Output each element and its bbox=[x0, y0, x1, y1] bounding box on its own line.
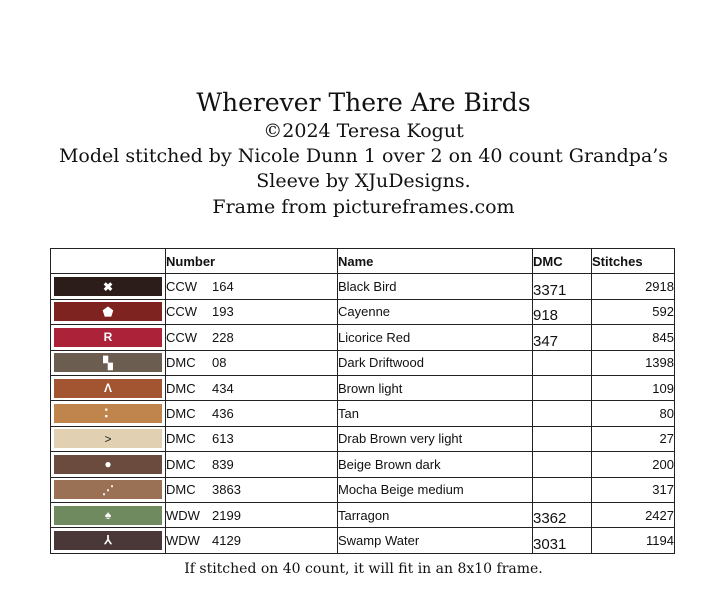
thread-code: 434 bbox=[212, 380, 234, 396]
tree-icon: ♠ bbox=[104, 508, 112, 523]
letter-r-icon: R bbox=[103, 330, 113, 345]
swatch-cell bbox=[51, 274, 166, 299]
dmc-equivalent bbox=[533, 401, 592, 426]
header-number: Number bbox=[166, 249, 338, 274]
header-stitches: Stitches bbox=[592, 249, 675, 274]
thread-brand: DMC bbox=[166, 431, 196, 447]
thread-number bbox=[166, 426, 338, 451]
swatch-cell bbox=[51, 325, 166, 350]
copyright-line: ©2024 Teresa Kogut bbox=[263, 120, 464, 142]
dmc-equivalent: 3371 bbox=[533, 274, 592, 299]
dmc-equivalent bbox=[533, 350, 592, 375]
color-swatch bbox=[54, 379, 162, 398]
thread-brand: DMC bbox=[166, 482, 196, 498]
stitch-count: 845 bbox=[592, 325, 675, 350]
swatch-cell bbox=[51, 375, 166, 400]
table-row bbox=[51, 274, 675, 299]
frame-line: Frame from pictureframes.com bbox=[212, 196, 515, 218]
color-swatch bbox=[54, 328, 162, 347]
thread-number bbox=[166, 528, 338, 553]
header-dmc: DMC bbox=[533, 249, 592, 274]
thread-name: Black Bird bbox=[338, 274, 533, 299]
swatch-cell bbox=[51, 477, 166, 502]
thread-code: 164 bbox=[212, 279, 234, 295]
thread-name: Licorice Red bbox=[338, 325, 533, 350]
thread-number bbox=[166, 401, 338, 426]
diagonal-dots-icon: ⋰ bbox=[102, 482, 114, 497]
color-swatch bbox=[54, 531, 162, 550]
table-row bbox=[51, 299, 675, 324]
swatch-cell bbox=[51, 299, 166, 324]
thread-number bbox=[166, 477, 338, 502]
thread-name: Dark Driftwood bbox=[338, 350, 533, 375]
color-swatch bbox=[54, 506, 162, 525]
checker-icon: ▚ bbox=[103, 355, 113, 370]
pentagon-icon: ⬟ bbox=[102, 304, 114, 319]
header-name: Name bbox=[338, 249, 533, 274]
thread-code: 08 bbox=[212, 355, 227, 371]
thread-key-table bbox=[50, 248, 675, 554]
thread-name: Cayenne bbox=[338, 299, 533, 324]
thread-name: Tan bbox=[338, 401, 533, 426]
dmc-equivalent bbox=[533, 477, 592, 502]
thread-brand: CCW bbox=[166, 304, 198, 320]
thread-name: Swamp Water bbox=[338, 528, 533, 553]
dmc-equivalent: 918 bbox=[533, 299, 592, 324]
thread-name: Mocha Beige medium bbox=[338, 477, 533, 502]
thread-code: 193 bbox=[212, 304, 234, 320]
table-header-row bbox=[51, 249, 675, 274]
color-swatch bbox=[54, 404, 162, 423]
thread-number bbox=[166, 350, 338, 375]
stitch-count: 109 bbox=[592, 375, 675, 400]
greater-than-icon: > bbox=[104, 431, 112, 446]
dmc-equivalent bbox=[533, 452, 592, 477]
thread-code: 4129 bbox=[212, 532, 241, 548]
thread-name: Tarragon bbox=[338, 502, 533, 527]
thread-name: Brown light bbox=[338, 375, 533, 400]
swatch-cell bbox=[51, 502, 166, 527]
table-row bbox=[51, 375, 675, 400]
dmc-equivalent: 3362 bbox=[533, 502, 592, 527]
color-swatch bbox=[54, 277, 162, 296]
table-row bbox=[51, 477, 675, 502]
swatch-cell bbox=[51, 452, 166, 477]
swatch-cell bbox=[51, 528, 166, 553]
thread-brand: CCW bbox=[166, 329, 198, 345]
table-row bbox=[51, 350, 675, 375]
stitch-count: 2427 bbox=[592, 502, 675, 527]
stitch-count: 317 bbox=[592, 477, 675, 502]
stitch-count: 1398 bbox=[592, 350, 675, 375]
dmc-equivalent: 3031 bbox=[533, 528, 592, 553]
caret-icon: Λ bbox=[103, 381, 112, 396]
table-row bbox=[51, 401, 675, 426]
stitch-count: 592 bbox=[592, 299, 675, 324]
pattern-header bbox=[0, 88, 727, 220]
stitch-count: 80 bbox=[592, 401, 675, 426]
blob-icon: ● bbox=[104, 457, 112, 472]
table-row bbox=[51, 325, 675, 350]
color-swatch bbox=[54, 429, 162, 448]
swatch-cell bbox=[51, 350, 166, 375]
stitch-count: 27 bbox=[592, 426, 675, 451]
thread-brand: DMC bbox=[166, 380, 196, 396]
thread-brand: DMC bbox=[166, 406, 196, 422]
thread-code: 613 bbox=[212, 431, 234, 447]
table-row bbox=[51, 426, 675, 451]
thread-name: Drab Brown very light bbox=[338, 426, 533, 451]
thread-number bbox=[166, 452, 338, 477]
model-line-2: Sleeve by XJuDesigns. bbox=[256, 170, 471, 192]
thread-brand: WDW bbox=[166, 507, 200, 523]
dmc-equivalent bbox=[533, 426, 592, 451]
stitch-count: 1194 bbox=[592, 528, 675, 553]
footer-note: If stitched on 40 count, it will fit in an 8x10 frame. bbox=[184, 561, 543, 577]
dmc-equivalent: 347 bbox=[533, 325, 592, 350]
pattern-title: Wherever There Are Birds bbox=[196, 88, 531, 117]
table-row bbox=[51, 528, 675, 553]
thread-brand: CCW bbox=[166, 279, 198, 295]
color-swatch bbox=[54, 353, 162, 372]
thread-code: 839 bbox=[212, 456, 234, 472]
thread-number bbox=[166, 274, 338, 299]
table-row bbox=[51, 452, 675, 477]
thread-number bbox=[166, 299, 338, 324]
model-line-1: Model stitched by Nicole Dunn 1 over 2 on 40 count Grandpa’s bbox=[58, 145, 669, 167]
color-swatch bbox=[54, 302, 162, 321]
thread-code: 228 bbox=[212, 329, 234, 345]
dmc-equivalent bbox=[533, 375, 592, 400]
thread-code: 3863 bbox=[212, 482, 241, 498]
thread-number bbox=[166, 502, 338, 527]
color-swatch bbox=[54, 455, 162, 474]
table-row bbox=[51, 502, 675, 527]
swatch-cell bbox=[51, 426, 166, 451]
thread-code: 2199 bbox=[212, 507, 241, 523]
thread-brand: DMC bbox=[166, 355, 196, 371]
thread-number bbox=[166, 325, 338, 350]
color-swatch bbox=[54, 480, 162, 499]
table-body bbox=[51, 274, 675, 553]
thread-brand: WDW bbox=[166, 532, 200, 548]
thread-name: Beige Brown dark bbox=[338, 452, 533, 477]
thread-number bbox=[166, 375, 338, 400]
thread-brand: DMC bbox=[166, 456, 196, 472]
dots-icon: ⠅ bbox=[103, 406, 113, 421]
swatch-cell bbox=[51, 401, 166, 426]
stitch-count: 2918 bbox=[592, 274, 675, 299]
header-swatch bbox=[51, 249, 166, 274]
tripod-icon: ⅄ bbox=[104, 533, 112, 548]
thread-code: 436 bbox=[212, 406, 234, 422]
x-icon: ✖ bbox=[102, 279, 114, 294]
stitch-count: 200 bbox=[592, 452, 675, 477]
